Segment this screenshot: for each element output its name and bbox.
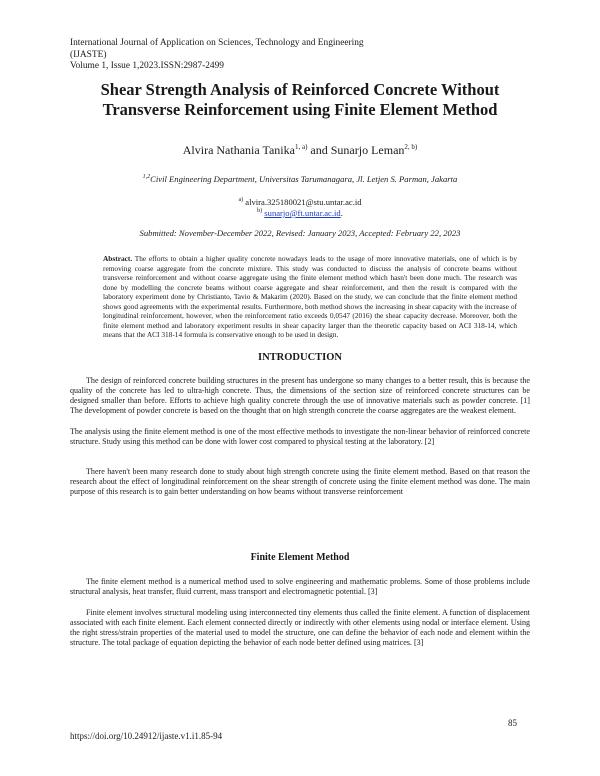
author-list <box>60 140 540 157</box>
fem-paragraph-1 <box>70 577 530 597</box>
affiliation <box>60 172 540 185</box>
submission-dates: Submitted: November-December 2022, Revised: January 2023, Accepted: February 22, 2023 <box>139 228 461 238</box>
journal-volume: Volume 1, Issue 1,2023.ISSN:2987-2499 <box>70 61 224 72</box>
abstract-text: The efforts to obtain a higher quality concrete nowadays leads to the usage of more innovative materials, one of which is by removing coarse aggregate from the concrete mixture. This study was conducted to discuss the analysis of concrete beams without transverse reinforcement and without coarse aggregate using the finite element method which hasn't been done much. The research was done by modelling the concrete beams without coarse aggregate and shear reinforcement, and then the result is compared with the laboratory experiment done by Christianto, Tavio & Makarim (2020). Based on the study, we can conclude that the finite element method shows good agreements with the experimental results. Furthermore, both method shows the increasing in shear capacity with the increase of longitudinal reinforcement, however, when the reinforcement ratio exceeds 0,0547 (2016) the shear capacity decrease. Moreover, both the finite element method and laboratory experiment results in shear capacity larger than the theoretic capacity based on ACI 318-14, which means that the ACI 318-14 formula is conservative enough to be used in design. <box>103 254 517 340</box>
journal-name: International Journal of Application on Sciences, Technology and Engineering <box>70 38 364 48</box>
author-1-sup: 1, a) <box>294 143 308 151</box>
fem-paragraph-1-text: The finite element method is a numerical method used to solve engineering and mathematic problems. Some of those problems include structural analysis, heat transfer, fluid current, mass transport and electromagnetic potential. [3] <box>70 577 530 597</box>
intro-paragraph-2 <box>70 427 530 447</box>
abstract <box>103 254 517 340</box>
author-connector: and <box>307 143 331 157</box>
email-a: alvira.325180021@stu.untar.ac.id <box>245 197 362 207</box>
title-line-2: Transverse Reinforcement using Finite Element Method <box>102 100 498 119</box>
page-number: 85 <box>508 718 517 728</box>
email-b-suffix: . <box>340 208 343 218</box>
intro-paragraph-1 <box>70 376 530 416</box>
email-b-line <box>60 206 540 219</box>
journal-abbrev: (IJASTE) <box>70 49 107 60</box>
abstract-label: Abstract. <box>103 254 133 263</box>
author-2: Sunarjo Leman <box>330 143 405 157</box>
paper-title <box>60 80 540 120</box>
fem-paragraph-2 <box>70 608 530 648</box>
doi-link[interactable]: https://doi.org/10.24912/ijaste.v1.i1.85-94 <box>70 731 223 741</box>
title-line-1: Shear Strength Analysis of Reinforced Concrete Without <box>100 80 500 99</box>
email-a-sup: a) <box>238 197 244 203</box>
intro-paragraph-2-text: The analysis using the finite element method is one of the most effective methods to investigate the non-linear behavior of reinforced concrete structure. Study using this method can be done with lower cost compared to physical testing at the laboratory. [2] <box>70 427 530 447</box>
intro-paragraph-1-text: The design of reinforced concrete building structures in the present has undergone so many changes to a better result, this is because the quality of the concrete has led to ultra-high concrete. Thus, the dimensions of the section size of reinforced concrete structures can be designed smaller than before. Efforts to achieve high quality concrete through the use of innovative materials such as powder concrete. [1] The development of powder concrete is based on the thought that on high strength concrete the coarse aggregates are the weakest element. <box>70 376 530 416</box>
introduction-heading: INTRODUCTION <box>257 352 342 363</box>
email-b-link[interactable]: sunarjo@ft.untar.ac.id <box>264 208 341 218</box>
email-b-sup: b) <box>257 208 263 214</box>
author-2-sup: 2, b) <box>404 143 418 151</box>
affiliation-text: Civil Engineering Department, Universitas Tarumanagara, Jl. Letjen S. Parman, Jakarta <box>150 174 458 184</box>
author-1: Alvira Nathania Tanika <box>182 143 295 157</box>
intro-paragraph-3 <box>70 467 530 497</box>
fem-heading: Finite Element Method <box>250 552 350 563</box>
intro-paragraph-3-text: There haven't been many research done to study about high strength concrete using the finite element method. Based on that reason the research about the effect of longitudinal reinforcement on the shear strength of concrete using the finite element method was done. The main purpose of this research is to gain better understanding on how beams without transverse reinforcement <box>70 467 530 497</box>
fem-paragraph-2-text: Finite element involves structural modeling using interconnected tiny elements thus called the finite element. A function of displacement associated with each finite element. Each element connected directly or indirectly with other elements using nodal or interface element. Using the right stress/strain properties of the material used to model the structure, one can define the behavior of each node and element within the structure. The total package of equation depicting the behavior of each node better defined using matrices. [3] <box>70 608 530 648</box>
journal-header <box>70 38 530 73</box>
affiliation-sup: 1,2 <box>142 174 151 180</box>
